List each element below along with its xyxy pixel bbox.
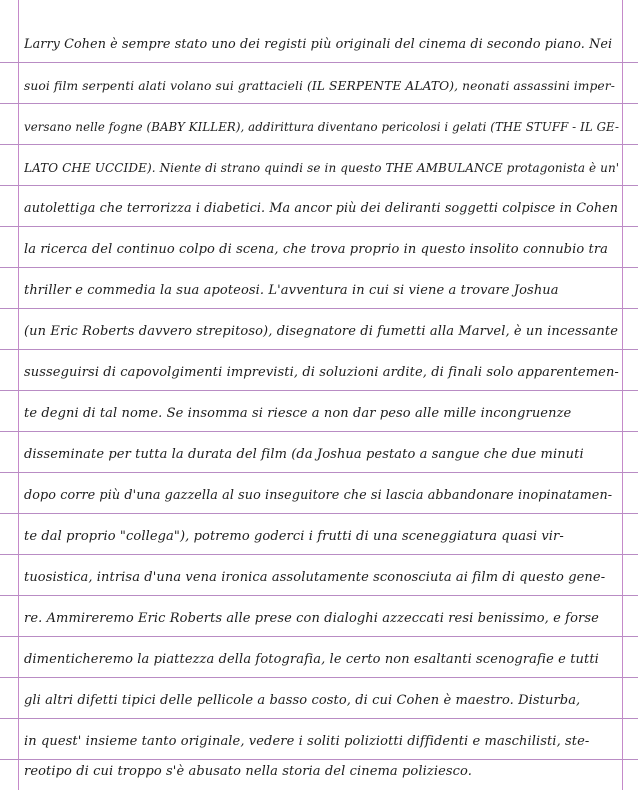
text-line: te dal proprio "collega"), potremo goderci i frutti di una sceneggiatura quasi vir- — [24, 529, 564, 544]
text-line: susseguirsi di capovolgimenti imprevisti, di soluzioni ardite, di finali solo apparentemen- — [24, 365, 619, 380]
text-line: te degni di tal nome. Se insomma si riesce a non dar peso alle mille incongruenze — [24, 406, 572, 421]
text-line: thriller e commedia la sua apoteosi. L'avventura in cui si viene a trovare Joshua — [24, 283, 559, 298]
text-line: in quest' insieme tanto originale, vedere i soliti poliziotti diffidenti e maschilisti, ste- — [24, 734, 590, 749]
ruled-line — [0, 390, 638, 391]
text-line: reotipo di cui troppo s'è abusato nella storia del cinema poliziesco. — [24, 764, 472, 779]
text-line: dopo corre più d'una gazzella al suo inseguitore che si lascia abbandonare inopinatamen- — [24, 488, 613, 503]
text-line: LATO CHE UCCIDE). Niente di strano quindi se in questo THE AMBULANCE protagonista è un' — [24, 161, 620, 175]
ruled-line — [0, 267, 638, 268]
ruled-line — [0, 144, 638, 145]
text-line: la ricerca del continuo colpo di scena, che trova proprio in questo insolito connubio tra — [24, 242, 608, 257]
ruled-line — [0, 226, 638, 227]
ruled-line — [0, 472, 638, 473]
ruled-line — [0, 308, 638, 309]
text-line: disseminate per tutta la durata del film (da Joshua pestato a sangue che due minuti — [24, 447, 584, 462]
ruled-line — [0, 554, 638, 555]
ruled-line — [0, 103, 638, 104]
text-line: (un Eric Roberts davvero strepitoso), disegnatore di fumetti alla Marvel, è un incessante — [24, 324, 619, 339]
text-line: versano nelle fogne (BABY KILLER), addirittura diventano pericolosi i gelati (THE STUFF - IL GE- — [24, 120, 620, 134]
ruled-line — [0, 185, 638, 186]
text-line: autolettiga che terrorizza i diabetici. Ma ancor più dei deliranti soggetti colpisce in Cohen — [24, 201, 619, 216]
text-line: tuosistica, intrisa d'una vena ironica assolutamente sconosciuta ai film di questo gene- — [24, 570, 606, 585]
ruled-line — [0, 636, 638, 637]
text-line: dimenticheremo la piattezza della fotografia, le certo non esaltanti scenografie e tutti — [24, 652, 599, 667]
ruled-line — [0, 595, 638, 596]
ruled-line — [0, 349, 638, 350]
ruled-line — [0, 431, 638, 432]
ruled-line — [0, 718, 638, 719]
text-line: gli altri difetti tipici delle pellicole a basso costo, di cui Cohen è maestro. Disturba, — [24, 693, 581, 708]
text-line: re. Ammireremo Eric Roberts alle prese con dialoghi azzeccati resi benissimo, e forse — [24, 611, 599, 626]
ruled-line — [0, 513, 638, 514]
text-line: Larry Cohen è sempre stato uno dei registi più originali del cinema di secondo piano. Nei — [24, 37, 613, 52]
ruled-line — [0, 677, 638, 678]
ruled-line — [0, 62, 638, 63]
text-line: suoi film serpenti alati volano sui grattacieli (IL SERPENTE ALATO), neonati assassini imper- — [24, 79, 615, 93]
left-margin-line — [18, 0, 19, 790]
right-margin-line — [622, 0, 623, 790]
